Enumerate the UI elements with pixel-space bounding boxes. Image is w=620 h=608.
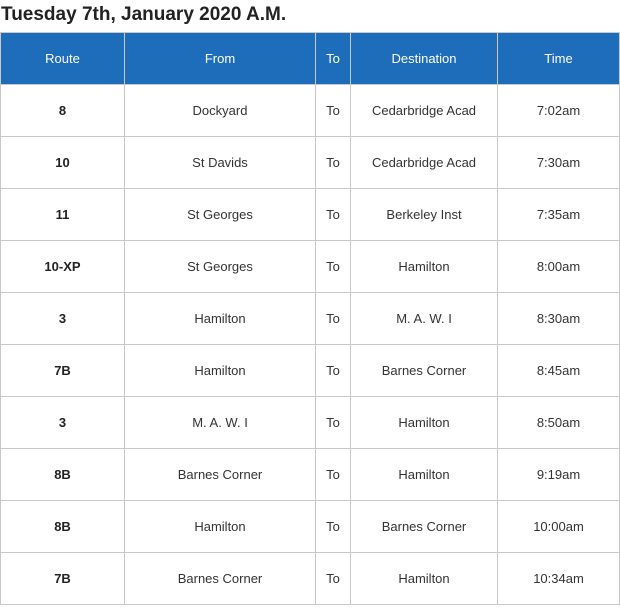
table-row [1,449,620,501]
cell-from: Hamilton [125,345,316,397]
table-row [1,137,620,189]
cell-route: 3 [1,293,125,345]
table-row [1,293,620,345]
cell-to: To [316,241,351,293]
cell-from: Hamilton [125,293,316,345]
table-row [1,241,620,293]
cell-from: Hamilton [125,501,316,553]
header-to: To [316,33,351,85]
cell-time: 8:30am [498,293,620,345]
cell-destination: Hamilton [351,241,498,293]
cell-to: To [316,553,351,605]
cell-time: 7:35am [498,189,620,241]
cell-route: 7B [1,553,125,605]
cell-to: To [316,189,351,241]
cell-route: 3 [1,397,125,449]
cell-route: 8 [1,85,125,137]
cell-destination: Hamilton [351,449,498,501]
cell-time: 8:00am [498,241,620,293]
cell-time: 10:00am [498,501,620,553]
header-route: Route [1,33,125,85]
cell-from: Dockyard [125,85,316,137]
page-title: Tuesday 7th, January 2020 A.M. [1,4,287,25]
bus-schedule-table [0,32,620,605]
cell-route: 7B [1,345,125,397]
cell-route: 10-XP [1,241,125,293]
cell-route: 11 [1,189,125,241]
table-row [1,553,620,605]
cell-to: To [316,137,351,189]
cell-destination: Hamilton [351,397,498,449]
table-row [1,501,620,553]
cell-destination: Barnes Corner [351,345,498,397]
cell-time: 9:19am [498,449,620,501]
cell-destination: Cedarbridge Acad [351,85,498,137]
table-header-row [1,33,620,85]
cell-route: 10 [1,137,125,189]
table-row [1,397,620,449]
cell-to: To [316,397,351,449]
cell-from: M. A. W. I [125,397,316,449]
cell-to: To [316,345,351,397]
cell-destination: M. A. W. I [351,293,498,345]
header-destination: Destination [351,33,498,85]
cell-destination: Cedarbridge Acad [351,137,498,189]
cell-destination: Hamilton [351,553,498,605]
cell-time: 8:50am [498,397,620,449]
cell-destination: Berkeley Inst [351,189,498,241]
cell-time: 7:02am [498,85,620,137]
cell-from: Barnes Corner [125,449,316,501]
header-from: From [125,33,316,85]
cell-time: 10:34am [498,553,620,605]
cell-to: To [316,501,351,553]
cell-to: To [316,293,351,345]
cell-route: 8B [1,501,125,553]
cell-from: St Georges [125,241,316,293]
cell-from: Barnes Corner [125,553,316,605]
cell-destination: Barnes Corner [351,501,498,553]
cell-route: 8B [1,449,125,501]
cell-from: St Davids [125,137,316,189]
table-row [1,345,620,397]
cell-time: 8:45am [498,345,620,397]
table-row [1,85,620,137]
table-row [1,189,620,241]
cell-to: To [316,85,351,137]
cell-to: To [316,449,351,501]
header-time: Time [498,33,620,85]
cell-time: 7:30am [498,137,620,189]
cell-from: St Georges [125,189,316,241]
